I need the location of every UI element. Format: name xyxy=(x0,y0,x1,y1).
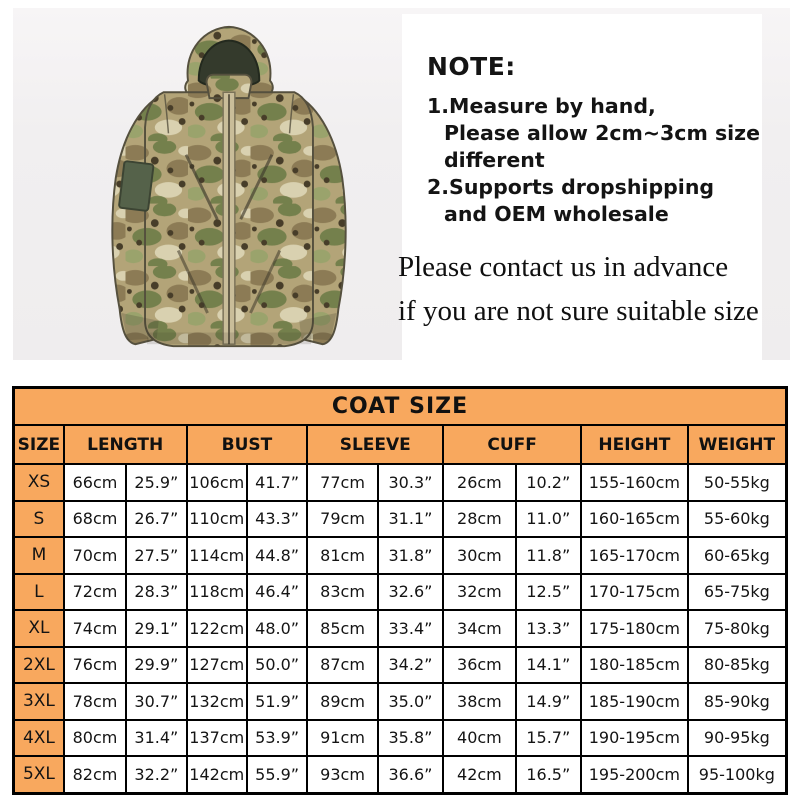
note-line-1: 1.Measure by hand, xyxy=(427,94,656,118)
size-cell: M xyxy=(14,537,64,574)
table-row xyxy=(14,501,787,538)
value-cell: 41.7” xyxy=(247,464,307,501)
value-cell: 72cm xyxy=(64,574,126,611)
value-cell: 25.9” xyxy=(126,464,186,501)
size-cell: 2XL xyxy=(14,647,64,684)
value-cell: 50-55kg xyxy=(688,464,787,501)
value-cell: 34.2” xyxy=(378,647,443,684)
note-block xyxy=(427,52,800,228)
note-line-3: 2.Supports dropshipping xyxy=(427,175,715,199)
value-cell: 170-175cm xyxy=(581,574,688,611)
value-cell: 165-170cm xyxy=(581,537,688,574)
value-cell: 74cm xyxy=(64,610,126,647)
value-cell: 36cm xyxy=(443,647,515,684)
value-cell: 44.8” xyxy=(247,537,307,574)
value-cell: 195-200cm xyxy=(581,756,688,793)
value-cell: 127cm xyxy=(187,647,247,684)
col-header-size: SIZE xyxy=(14,425,64,464)
value-cell: 90-95kg xyxy=(688,720,787,757)
value-cell: 180-185cm xyxy=(581,647,688,684)
value-cell: 30.7” xyxy=(126,683,186,720)
value-cell: 40cm xyxy=(443,720,515,757)
value-cell: 42cm xyxy=(443,756,515,793)
value-cell: 190-195cm xyxy=(581,720,688,757)
value-cell: 75-80kg xyxy=(688,610,787,647)
value-cell: 185-190cm xyxy=(581,683,688,720)
value-cell: 66cm xyxy=(64,464,126,501)
value-cell: 27.5” xyxy=(126,537,186,574)
table-title: COAT SIZE xyxy=(14,388,787,426)
value-cell: 26.7” xyxy=(126,501,186,538)
value-cell: 77cm xyxy=(307,464,377,501)
value-cell: 175-180cm xyxy=(581,610,688,647)
value-cell: 46.4” xyxy=(247,574,307,611)
value-cell: 82cm xyxy=(64,756,126,793)
value-cell: 93cm xyxy=(307,756,377,793)
table-row xyxy=(14,537,787,574)
col-header-weight: WEIGHT xyxy=(688,425,787,464)
value-cell: 14.9” xyxy=(516,683,581,720)
value-cell: 10.2” xyxy=(516,464,581,501)
value-cell: 118cm xyxy=(187,574,247,611)
value-cell: 29.9” xyxy=(126,647,186,684)
size-table-section xyxy=(12,386,788,795)
value-cell: 11.0” xyxy=(516,501,581,538)
size-table-body xyxy=(14,388,787,794)
value-cell: 106cm xyxy=(187,464,247,501)
value-cell: 32.6” xyxy=(378,574,443,611)
value-cell: 38cm xyxy=(443,683,515,720)
table-row xyxy=(14,756,787,793)
col-header-sleeve: SLEEVE xyxy=(307,425,443,464)
value-cell: 15.7” xyxy=(516,720,581,757)
value-cell: 85cm xyxy=(307,610,377,647)
value-cell: 12.5” xyxy=(516,574,581,611)
value-cell: 85-90kg xyxy=(688,683,787,720)
value-cell: 11.8” xyxy=(516,537,581,574)
col-header-length: LENGTH xyxy=(64,425,187,464)
value-cell: 36.6” xyxy=(378,756,443,793)
value-cell: 80-85kg xyxy=(688,647,787,684)
contact-line-1: Please contact us in advance xyxy=(398,251,729,283)
value-cell: 79cm xyxy=(307,501,377,538)
value-cell: 31.4” xyxy=(126,720,186,757)
value-cell: 55.9” xyxy=(247,756,307,793)
size-cell: S xyxy=(14,501,64,538)
value-cell: 91cm xyxy=(307,720,377,757)
value-cell: 31.1” xyxy=(378,501,443,538)
value-cell: 110cm xyxy=(187,501,247,538)
size-cell: 3XL xyxy=(14,683,64,720)
size-cell: L xyxy=(14,574,64,611)
camo-jacket-image xyxy=(63,14,395,360)
value-cell: 155-160cm xyxy=(581,464,688,501)
value-cell: 70cm xyxy=(64,537,126,574)
size-cell: 5XL xyxy=(14,756,64,793)
value-cell: 89cm xyxy=(307,683,377,720)
note-line-4: and OEM wholesale xyxy=(444,202,669,226)
size-cell: XL xyxy=(14,610,64,647)
value-cell: 68cm xyxy=(64,501,126,538)
value-cell: 65-75kg xyxy=(688,574,787,611)
value-cell: 30.3” xyxy=(378,464,443,501)
table-row xyxy=(14,574,787,611)
value-cell: 142cm xyxy=(187,756,247,793)
contact-line-2: if you are not sure suitable size xyxy=(398,295,759,327)
table-header-row xyxy=(14,425,787,464)
table-row xyxy=(14,464,787,501)
value-cell: 28cm xyxy=(443,501,515,538)
value-cell: 29.1” xyxy=(126,610,186,647)
value-cell: 160-165cm xyxy=(581,501,688,538)
col-header-bust: BUST xyxy=(187,425,308,464)
value-cell: 26cm xyxy=(443,464,515,501)
value-cell: 50.0” xyxy=(247,647,307,684)
value-cell: 35.0” xyxy=(378,683,443,720)
value-cell: 33.4” xyxy=(378,610,443,647)
value-cell: 14.1” xyxy=(516,647,581,684)
value-cell: 80cm xyxy=(64,720,126,757)
value-cell: 53.9” xyxy=(247,720,307,757)
value-cell: 78cm xyxy=(64,683,126,720)
table-row xyxy=(14,610,787,647)
value-cell: 35.8” xyxy=(378,720,443,757)
table-row xyxy=(14,647,787,684)
value-cell: 51.9” xyxy=(247,683,307,720)
value-cell: 43.3” xyxy=(247,501,307,538)
value-cell: 48.0” xyxy=(247,610,307,647)
value-cell: 87cm xyxy=(307,647,377,684)
value-cell: 122cm xyxy=(187,610,247,647)
value-cell: 16.5” xyxy=(516,756,581,793)
note-line-2: Please allow 2cm~3cm size different xyxy=(444,121,761,172)
table-row xyxy=(14,720,787,757)
contact-block xyxy=(398,245,759,333)
value-cell: 31.8” xyxy=(378,537,443,574)
value-cell: 76cm xyxy=(64,647,126,684)
value-cell: 55-60kg xyxy=(688,501,787,538)
table-title-row xyxy=(14,388,787,426)
value-cell: 83cm xyxy=(307,574,377,611)
value-cell: 34cm xyxy=(443,610,515,647)
col-header-height: HEIGHT xyxy=(581,425,688,464)
table-row xyxy=(14,683,787,720)
value-cell: 114cm xyxy=(187,537,247,574)
value-cell: 28.3” xyxy=(126,574,186,611)
col-header-cuff: CUFF xyxy=(443,425,581,464)
note-title: NOTE: xyxy=(427,52,516,81)
value-cell: 81cm xyxy=(307,537,377,574)
value-cell: 32cm xyxy=(443,574,515,611)
size-cell: XS xyxy=(14,464,64,501)
value-cell: 13.3” xyxy=(516,610,581,647)
value-cell: 95-100kg xyxy=(688,756,787,793)
coat-size-table xyxy=(12,386,788,795)
value-cell: 137cm xyxy=(187,720,247,757)
value-cell: 132cm xyxy=(187,683,247,720)
value-cell: 60-65kg xyxy=(688,537,787,574)
value-cell: 30cm xyxy=(443,537,515,574)
value-cell: 32.2” xyxy=(126,756,186,793)
size-cell: 4XL xyxy=(14,720,64,757)
